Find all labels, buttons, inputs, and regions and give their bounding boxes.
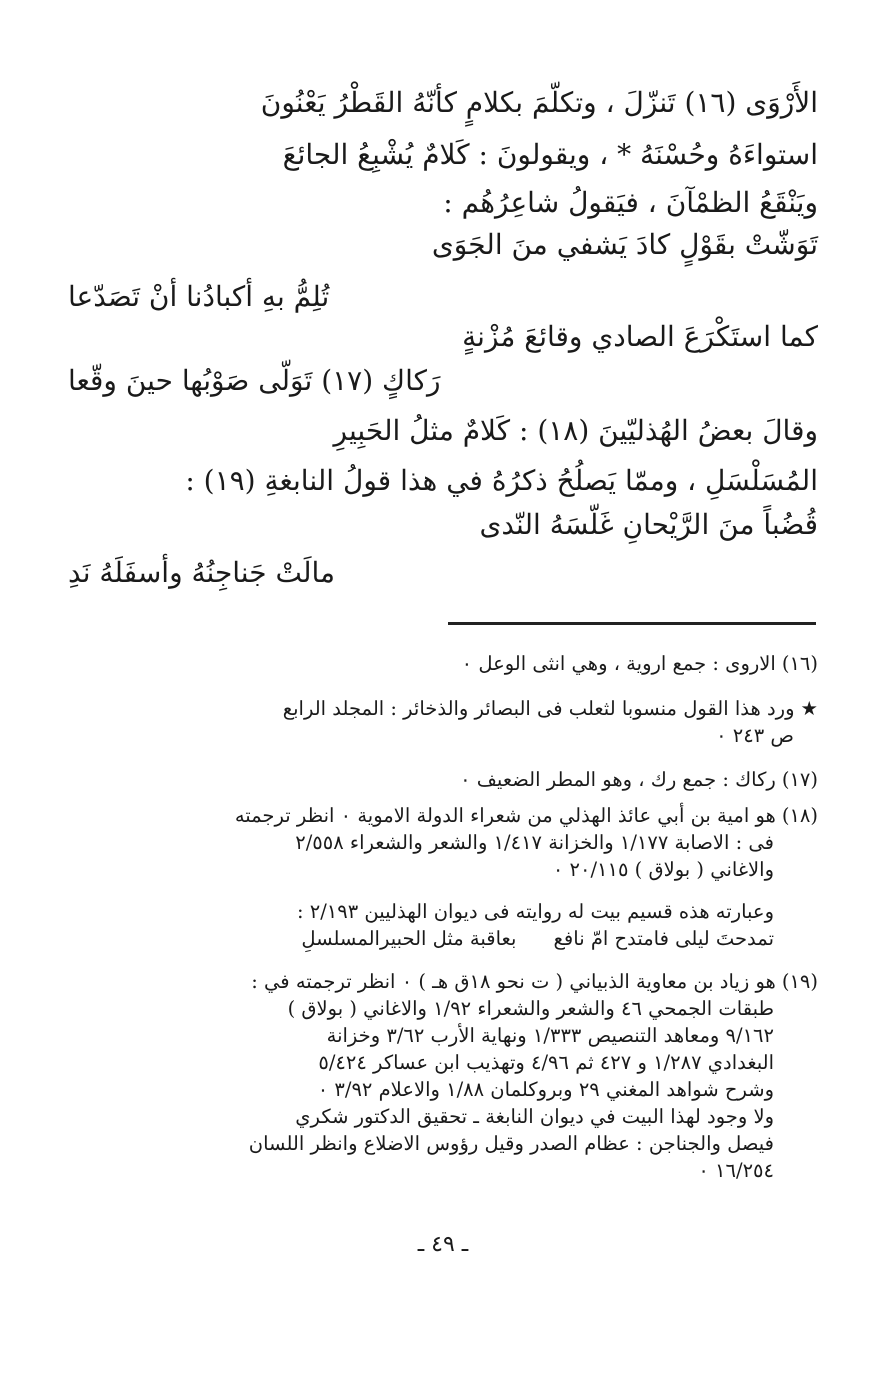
footnote-number: (١٨)	[781, 804, 818, 827]
footnote-text: ركاك : جمع رك ، وهو المطر الضعيف ٠	[460, 768, 776, 791]
footnote-number: (١٧)	[781, 768, 818, 791]
verse-3-second-hemistich: مالَتْ جَناجِنُهُ وأسفَلَهُ نَدِ	[68, 556, 336, 589]
body-line-3: ويَنْقَعُ الظمْآنَ ، فيَقولُ شاعِرُهُم :	[443, 186, 818, 219]
footnote-text: هو زياد بن معاوية الذبياني ( ت نحو ١٨ق هـ ) ٠ انظر ترجمته في :	[251, 970, 776, 993]
page-number: ـ ٤٩ ـ	[417, 1232, 469, 1257]
body-line-5: المُسَلْسَلِ ، وممّا يَصلُحُ ذكرُهُ في هذا قولُ النابغةِ (١٩) :	[185, 464, 818, 497]
footnote-separator	[448, 622, 816, 625]
footnote-text: ولا وجود لهذا البيت في ديوان النابغة ـ تحقيق الدكتور شكري	[295, 1105, 774, 1128]
footnote-text: البغدادي ١/٢٨٧ و ٤٢٧ ثم ٤/٩٦ وتهذيب ابن عساكر ٥/٤٢٤	[318, 1051, 774, 1074]
footnote-star	[68, 695, 818, 749]
footnote-text: وعبارته هذه قسيم بيت له روايته فى ديوان الهذليين ٢/١٩٣ :	[296, 900, 774, 923]
verse-3-first-hemistich: قُضُباً منَ الرَّيْحانِ غَلّسَهُ النّدى	[479, 508, 818, 541]
footnote-text: ص ٢٤٣ ٠	[716, 724, 794, 747]
footnote-16	[68, 650, 818, 677]
footnote-18	[68, 802, 818, 883]
verse-2-first-hemistich: كما استَكْرَعَ الصادي وقائعَ مُزْنةٍ	[462, 320, 818, 353]
footnote-text: ورد هذا القول منسوبا لثعلب فى البصائر والذخائر : المجلد الرابع	[282, 697, 795, 720]
footnote-17	[68, 766, 818, 793]
footnote-text: هو امية بن أبي عائذ الهذلي من شعراء الدولة الاموية ٠ انظر ترجمته	[234, 804, 776, 827]
verse-1-second-hemistich: تُلِمُّ بهِ أكبادُنا أنْ تَصَدّعا	[68, 280, 330, 313]
footnote-text: الاروى : جمع اروية ، وهي انثى الوعل ٠	[461, 652, 776, 675]
body-line-4: وقالَ بعضُ الهُذليّينَ (١٨) : كَلامٌ مثلُ الحَبِيرِ	[333, 414, 818, 447]
footnote-text: ٩/١٦٢ ومعاهد التنصيص ١/٣٣٣ ونهاية الأرب ٣/٦٢ وخزانة	[326, 1024, 774, 1047]
footnote-text: فى : الاصابة ١/١٧٧ والخزانة ١/٤١٧ والشعر والشعراء ٢/٥٥٨	[295, 831, 774, 854]
footnote-number: (١٩)	[781, 970, 818, 993]
footnote-text: والاغاني ( بولاق ) ٢٠/١١٥ ٠	[552, 858, 774, 881]
footnote-number: (١٦)	[781, 652, 818, 675]
star-marker: ★	[800, 697, 818, 720]
footnote-19	[68, 968, 818, 1184]
body-line-1: الأَرْوَى (١٦) تَنزّلَ ، وتكلّمَ بكلامٍ كأنّهُ القَطْرُ يَعْنُونَ	[260, 86, 818, 119]
verse-2-second-hemistich: رَكاكٍ (١٧) تَوَلّى صَوْبُها حينَ وقّعا	[68, 364, 441, 397]
quoted-verse: تمدحتَ ليلى فامتدح امّ نافع بعاقبة مثل الحبيرالمسلسلِ	[301, 927, 774, 950]
footnote-18-continued	[68, 898, 818, 952]
footnote-text: ١٦/٢٥٤ ٠	[698, 1159, 774, 1182]
footnote-text: وشرح شواهد المغني ٢٩ وبروكلمان ١/٨٨ والاعلام ٣/٩٢ ٠	[317, 1078, 774, 1101]
body-line-2: استواءَهُ وحُسْنَهُ * ، ويقولونَ : كَلامٌ يُشْبِعُ الجائعَ	[282, 138, 818, 171]
verse-1-first-hemistich: تَوَشّتْ بقَوْلٍ كادَ يَشفي منَ الجَوَى	[431, 228, 818, 261]
footnote-text: فيصل والجناجن : عظام الصدر وقيل رؤوس الاضلاع وانظر اللسان	[248, 1132, 774, 1155]
footnote-text: طبقات الجمحي ٤٦ والشعر والشعراء ١/٩٢ والاغاني ( بولاق )	[287, 997, 774, 1020]
